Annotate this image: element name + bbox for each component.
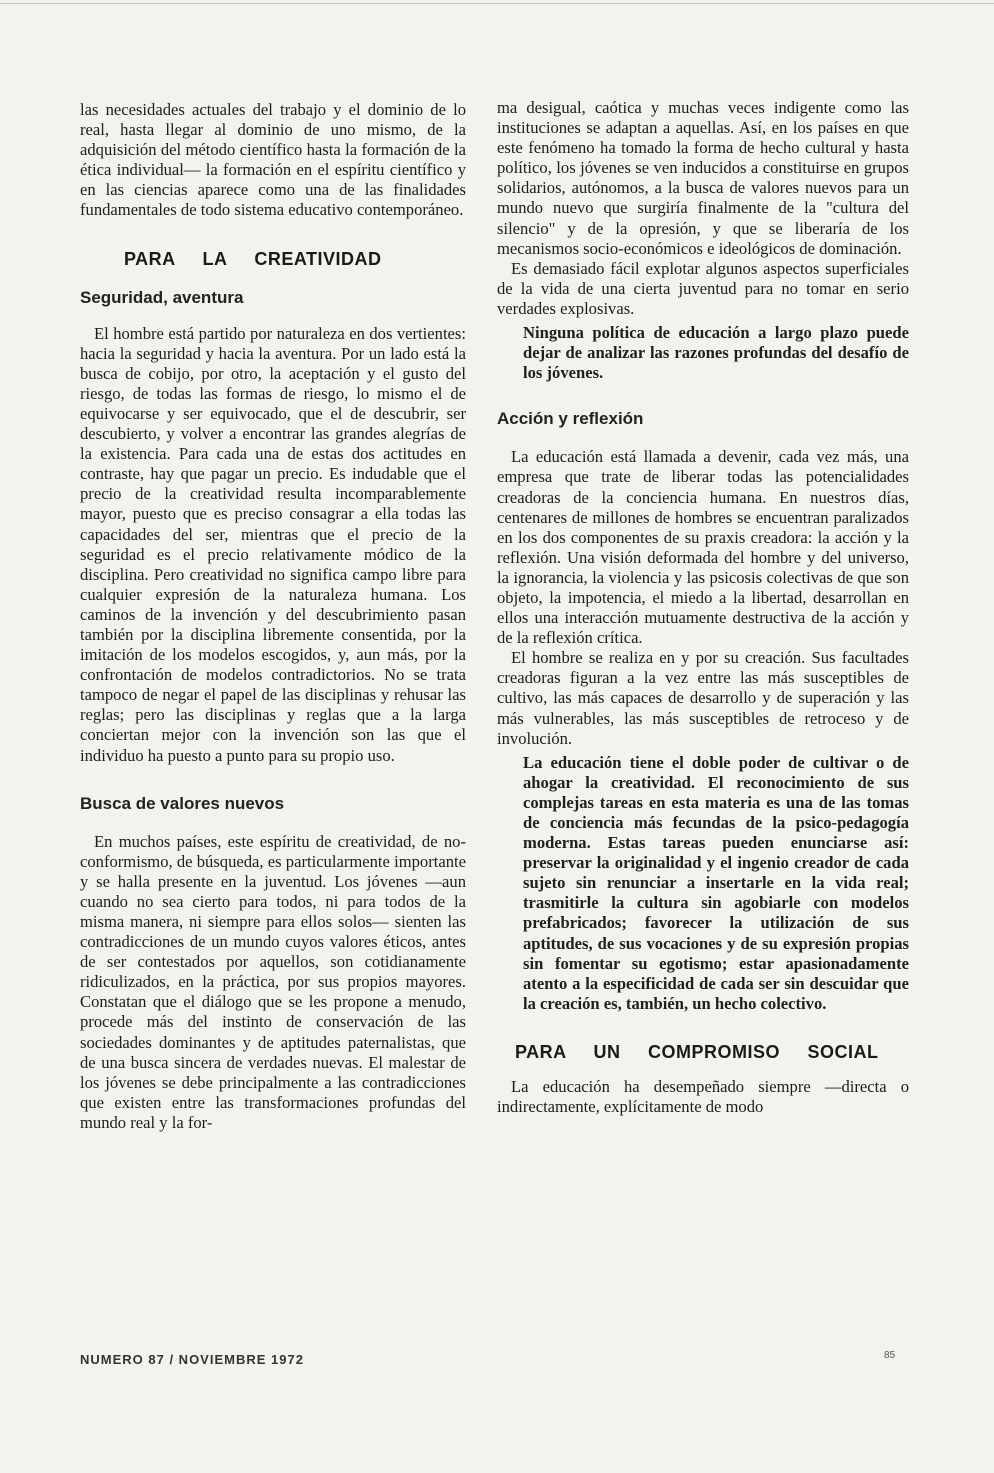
paragraph-explotar: Es demasiado fácil explotar algunos aspectos superficiales de la vida de una cierta juventud para no tomar en serio verdades explosivas. <box>497 258 909 318</box>
left-column <box>80 100 466 1133</box>
paragraph-accion-2: El hombre se realiza en y por su creación. Sus facultades creadoras figuran a la vez entre las más susceptibles de cultivo, las más capaces de desarrollo y de superación y las más vulnerables, las más susceptibles de retroceso y de involución. <box>497 648 909 748</box>
paragraph-busca-valores: En muchos países, este espíritu de creatividad, de no-conformismo, de búsqueda, es particularmente importante y se halla presente en la juventud. Los jóvenes —aun cuando no sea cierto para todos, ni para todos de la misma manera, ni siempre para ellos solos— sienten las contradicciones de un mundo cuyos valores éticos, antes de ser contestados por aquellos, son cotidianamente ridiculizados, en la práctica, por sus propios mayores. Constatan que el diálogo que se les propone a menudo, procede más del instinto de conservación de las sociedades dominantes y de aptitudes paternalistas, que de una busca sincera de verdades nuevas. El malestar de los jóvenes se debe principalmente a las contradicciones que existen entre las transformaciones profundas del mundo real y la for- <box>80 831 466 1132</box>
section-heading-compromiso: PARA UN COMPROMISO SOCIAL <box>515 1041 879 1062</box>
bold-statement-educacion: La educación tiene el doble poder de cultivar o de ahogar la creatividad. El reconocimiento de sus complejas tareas en esta materia es una de las tomas de conciencia más fecundas de la psico-pedagogía moderna. Estas tareas pueden enunciarse así: preservar la originalidad y el ingenio creador de cada sujeto sin renunciar a insertarle en la vida real; trasmitirle la cultura sin agobiarle con modelos prefabricados; favorecer la utilización de sus aptitudes, de sus vocaciones y de su expresión propias sin fomentar su egotismo; estar apasionadamente atento a la especificidad de cada ser sin descuidar que la creación es, también, un hecho colectivo. <box>523 752 909 1013</box>
paragraph-seguridad: El hombre está partido por naturaleza en dos vertientes: hacia la seguridad y hacia la aventura. Por un lado está la busca de cobijo, por otro, la aceptación y el gusto del riesgo, de todas las formas de riesgo, lo mismo el de equivocarse y ser equivocado, que el de descubrir, ser descubierto, y volver a encontrar las grandes alegrías de la existencia. Para cada una de estas dos actitudes en contraste, hay que pagar un precio. Es indudable que el precio de la creatividad resulta incomparablemente mayor, puesto que es preciso consagrar a ella todas las capacidades del ser, mientras que el precio de la seguridad es el precio relativamente módico de la disciplina. Pero creatividad no significa campo libre para cualquier expresión de la naturaleza humana. Los caminos de la invención y del descubrimiento pasan también por la disciplina libremente consentida, por la imitación de los modelos escogidos, y, aun más, por la confrontación de modelos contradictorios. No se trata tampoco de negar el papel de las disciplinas y rehusar las reglas; pero las disciplinas y reglas que a la larga conciertan mejor con la invención son las que el individuo ha puesto a punto para su propio uso. <box>80 323 466 765</box>
paragraph-accion-1: La educación está llamada a devenir, cada vez más, una empresa que trate de liberar todas las potencialidades creadoras de la conciencia humana. En nuestros días, centenares de millones de hombres se encuentran paralizados en los dos componentes de su praxis creadora: la acción y la reflexión. Una visión deformada del hombre y del universo, la ignorancia, la violencia y las psicosis colectivas de que son objeto, la impotencia, el miedo a la libertad, desarrollan en ellos una interacción mutuamente destructiva de la acción y de la reflexión crítica. <box>497 447 909 648</box>
subheading-busca-valores: Busca de valores nuevos <box>80 793 285 813</box>
right-column <box>497 98 909 1117</box>
scan-edge-line <box>0 3 994 4</box>
section-heading-creatividad: PARA LA CREATIVIDAD <box>124 248 382 269</box>
page-number-mark: 85 <box>884 1350 896 1361</box>
continued-paragraph: ma desigual, caótica y muchas veces indigente como las instituciones se adaptan a aquellas. Así, en los países en que este fenómeno ha tomado la forma de hecho cultural y hasta político, los jóvenes se ven inducidos a constituirse en grupos solidarios, autónomos, a la busca de valores nuevos para un mundo nuevo que surgiría finalmente de la "cultura del silencio" y de la opresión, y que se liberaría de los mecanismos socio-económicos e ideológicos de dominación. <box>497 98 909 258</box>
intro-paragraph: las necesidades actuales del trabajo y el dominio de lo real, hasta llegar al dominio de uno mismo, de la adquisición del método científico hasta la formación de la ética individual— la formación en el espíritu científico y en las ciencias aparece como una de las finalidades fundamentales de todo sistema educativo contemporáneo. <box>80 100 466 220</box>
subheading-seguridad-aventura: Seguridad, aventura <box>80 287 244 307</box>
footer-issue-line: NUMERO 87 / NOVIEMBRE 1972 <box>80 1352 304 1367</box>
paragraph-compromiso: La educación ha desempeñado siempre —directa o indirectamente, explícitamente de modo <box>497 1076 909 1117</box>
subheading-accion-reflexion: Acción y reflexión <box>497 409 644 429</box>
bold-statement-politica: Ninguna política de educación a largo plazo puede dejar de analizar las razones profundas del desafío de los jóvenes. <box>523 323 909 383</box>
